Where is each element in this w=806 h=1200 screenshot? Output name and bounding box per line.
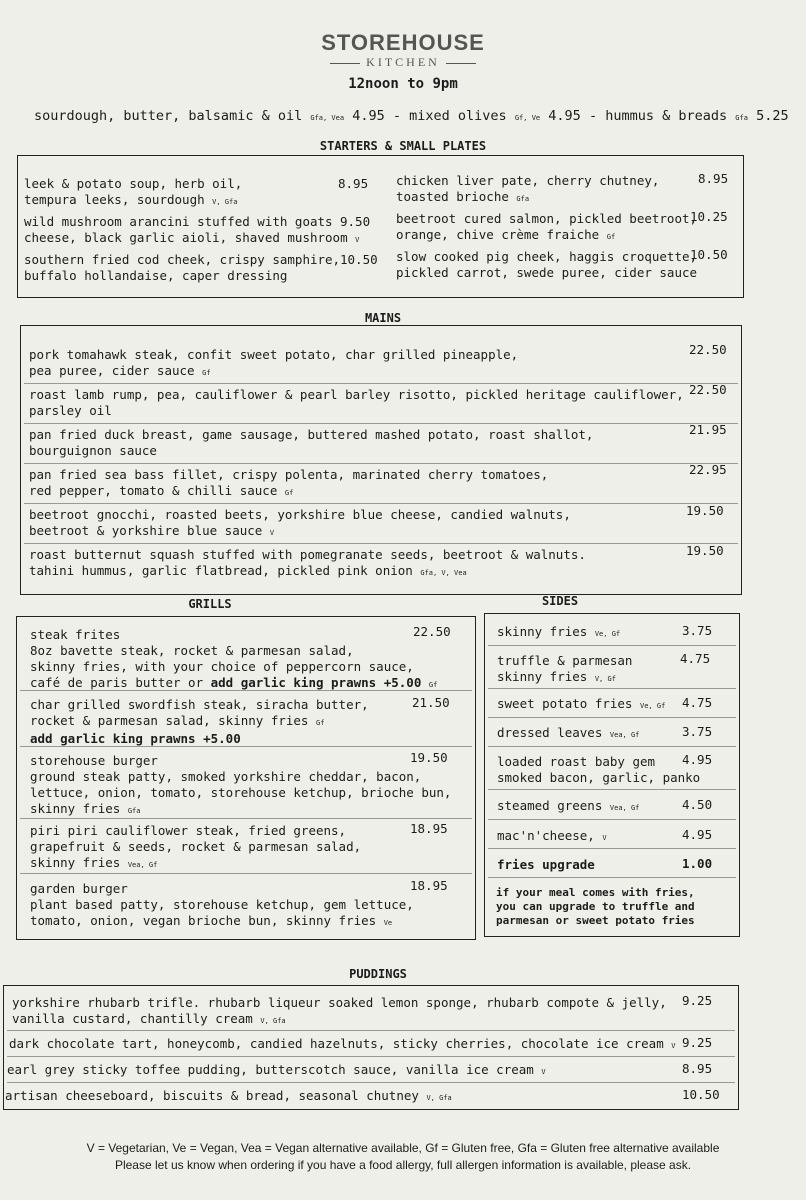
diet-tag: Gf, Ve	[514, 114, 541, 122]
bread-line	[34, 108, 789, 124]
grill-price: 19.50	[410, 750, 448, 765]
side-price: 4.50	[682, 797, 713, 812]
opening-hours: 12noon to 9pm	[348, 76, 458, 92]
hummus-price: 5.25	[756, 108, 789, 124]
divider	[20, 873, 472, 874]
side-price: 3.75	[682, 724, 713, 739]
separator: -	[588, 108, 598, 124]
pudding-price: 8.95	[682, 1061, 713, 1076]
main-price: 19.50	[686, 543, 724, 558]
grill-price: 21.50	[412, 695, 450, 710]
divider	[488, 688, 736, 689]
divider	[488, 848, 736, 849]
divider	[488, 789, 736, 790]
hummus-item: hummus & breads	[605, 108, 728, 124]
grill-price: 18.95	[410, 821, 448, 836]
side-item: steamed greens Vea, Gf	[497, 798, 640, 813]
side-item: loaded roast baby gem smoked bacon, garlic, panko	[497, 754, 701, 785]
main-price: 22.50	[689, 382, 727, 397]
olives-price: 4.95	[548, 108, 581, 124]
section-title-puddings: PUDDINGS	[349, 967, 407, 981]
starter-price: 8.95	[698, 171, 729, 186]
main-item: pork tomahawk steak, confit sweet potato, char grilled pineapple, pea puree, cider sauce Gf	[29, 347, 519, 378]
fries-upgrade-note: if your meal comes with fries, you can upgrade to truffle and parmesan or sweet potato fries	[496, 886, 695, 927]
olives-item: mixed olives	[409, 108, 507, 124]
side-price: 3.75	[682, 623, 713, 638]
separator: -	[392, 108, 402, 124]
bread-item: sourdough, butter, balsamic & oil	[34, 108, 303, 124]
section-title-mains: MAINS	[364, 311, 402, 325]
starter-price: 10.50	[690, 247, 728, 262]
main-item: roast butternut squash stuffed with pomegranate seeds, beetroot & walnuts. tahini hummus, garlic flatbread, pickled pink onion Gfa, V, Vea	[29, 547, 586, 578]
side-item: sweet potato fries Ve, Gf	[497, 696, 666, 711]
section-title-sides: SIDES	[541, 594, 579, 608]
starter-item: beetroot cured salmon, pickled beetroot, orange, chive crème fraiche Gf	[396, 211, 698, 242]
divider	[24, 503, 738, 504]
grill-item: piri piri cauliflower steak, fried greens, grapefruit & seeds, rocket & parmesan salad, skinny fries Vea, Gf	[30, 823, 362, 870]
starter-item: southern fried cod cheek, crispy samphire, buffalo hollandaise, caper dressing	[24, 252, 341, 283]
divider	[24, 383, 738, 384]
starter-item: wild mushroom arancini stuffed with goats cheese, black garlic aioli, shaved mushroom V	[24, 214, 360, 245]
section-title-grills: GRILLS	[188, 597, 232, 611]
divider	[488, 877, 736, 878]
pudding-item: yorkshire rhubarb trifle. rhubarb liqueur soaked lemon sponge, rhubarb compote & jelly, vanilla custard, chantilly cream V, Gfa	[12, 995, 667, 1026]
pudding-item: artisan cheeseboard, biscuits & bread, seasonal chutney V, Gfa	[5, 1088, 452, 1103]
fries-upgrade-price: 1.00	[682, 856, 713, 871]
starter-price: 8.95	[338, 176, 369, 191]
side-item: truffle & parmesan skinny fries V, Gf	[497, 653, 633, 684]
fries-upgrade-label: fries upgrade	[497, 857, 595, 872]
main-price: 22.95	[689, 462, 727, 477]
main-item: roast lamb rump, pea, cauliflower & pearl barley risotto, pickled heritage cauliflower, parsley oil	[29, 387, 684, 418]
starter-price: 10.25	[690, 209, 728, 224]
diet-tag: Gfa, Vea	[310, 114, 345, 122]
pudding-price: 10.50	[682, 1087, 720, 1102]
divider	[7, 1030, 735, 1031]
starter-item: chicken liver pate, cherry chutney, toasted brioche Gfa	[396, 173, 660, 204]
divider	[488, 746, 736, 747]
grill-item: char grilled swordfish steak, siracha butter, rocket & parmesan salad, skinny fries Gf add garlic king prawns +5.00	[30, 697, 369, 746]
grill-item: garden burger plant based patty, storehouse ketchup, gem lettuce, tomato, onion, vegan brioche bun, skinny fries Ve	[30, 881, 414, 928]
divider	[20, 746, 472, 747]
main-price: 19.50	[686, 503, 724, 518]
divider	[20, 690, 472, 691]
grill-price: 22.50	[413, 624, 451, 639]
side-price: 4.75	[682, 695, 713, 710]
side-item: skinny fries Ve, Gf	[497, 624, 621, 639]
divider	[488, 717, 736, 718]
starter-item: leek & potato soup, herb oil, tempura leeks, sourdough V, Gfa	[24, 176, 243, 207]
main-item: pan fried sea bass fillet, crispy polenta, marinated cherry tomatoes, red pepper, tomato & chilli sauce Gf	[29, 467, 549, 498]
main-item: pan fried duck breast, game sausage, buttered mashed potato, roast shallot, bourguignon sauce	[29, 427, 594, 458]
diet-key: V = Vegetarian, Ve = Vegan, Vea = Vegan alternative available, Gf = Gluten free, Gfa = Gluten free alternative available	[86, 1141, 720, 1155]
diet-tag: Gfa	[735, 114, 748, 122]
divider	[24, 423, 738, 424]
side-price: 4.95	[682, 827, 713, 842]
main-price: 21.95	[689, 422, 727, 437]
pudding-item: earl grey sticky toffee pudding, butterscotch sauce, vanilla ice cream V	[7, 1062, 546, 1077]
divider	[24, 463, 738, 464]
divider	[7, 1056, 735, 1057]
pudding-price: 9.25	[682, 993, 713, 1008]
grill-price: 18.95	[410, 878, 448, 893]
section-title-starters: STARTERS & SMALL PLATES	[319, 139, 487, 153]
pudding-price: 9.25	[682, 1035, 713, 1050]
main-price: 22.50	[689, 342, 727, 357]
divider	[7, 1082, 735, 1083]
divider	[24, 543, 738, 544]
side-price: 4.95	[682, 752, 713, 767]
divider	[488, 819, 736, 820]
grill-item: storehouse burger ground steak patty, smoked yorkshire cheddar, bacon, lettuce, onion, tomato, storehouse ketchup, brioche bun, skinny fries Gfa	[30, 753, 452, 816]
logo-sub-text: KITCHEN	[366, 55, 440, 69]
starter-price: 9.50	[340, 214, 371, 229]
pudding-item: dark chocolate tart, honeycomb, candied hazelnuts, sticky cherries, chocolate ice cream V	[9, 1036, 676, 1051]
allergen-note: Please let us know when ordering if you have a food allergy, full allergen information is available, please ask.	[114, 1158, 692, 1172]
grill-item: steak frites 8oz bavette steak, rocket & parmesan salad, skinny fries, with your choice of peppercorn sauce, café de paris butter or add garlic king prawns +5.00 Gf	[30, 627, 438, 690]
logo-subtitle	[0, 55, 806, 70]
divider	[488, 645, 736, 646]
logo: STOREHOUSE	[321, 30, 485, 55]
main-item: beetroot gnocchi, roasted beets, yorkshire blue cheese, candied walnuts, beetroot & yorkshire blue sauce V	[29, 507, 571, 538]
side-price: 4.75	[680, 651, 711, 666]
starter-item: slow cooked pig cheek, haggis croquette, pickled carrot, swede puree, cider sauce	[396, 249, 698, 280]
side-item: dressed leaves Vea, Gf	[497, 725, 640, 740]
bread-price: 4.95	[352, 108, 385, 124]
starter-price: 10.50	[340, 252, 378, 267]
side-item: mac'n'cheese, V	[497, 828, 607, 843]
divider	[20, 818, 472, 819]
